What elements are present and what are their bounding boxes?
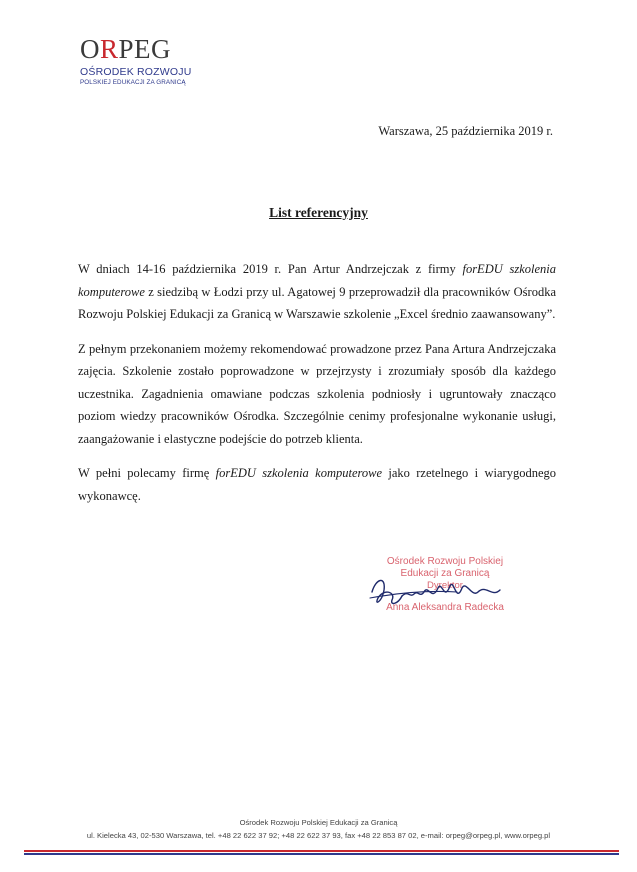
footer-rule-red bbox=[24, 850, 619, 852]
handwritten-signature bbox=[362, 568, 522, 616]
logo-wordmark bbox=[80, 36, 230, 63]
p1-text-c: z siedzibą w Łodzi przy ul. Agatowej 9 przeprowadził dla pracowników Ośrodka Rozwoju Polskiej Edukacji za Granicą w Warszawie szkolenie „Excel średnio zaawansowany”. bbox=[78, 284, 556, 321]
p1-company-name: forEDU szkolenia komputerowe bbox=[78, 262, 556, 299]
paragraph-3 bbox=[78, 462, 556, 507]
stamp-line-1: Ośrodek Rozwoju Polskiej bbox=[386, 556, 504, 567]
stamp-line-4: Anna Aleksandra Radecka bbox=[386, 602, 504, 613]
letter-body bbox=[78, 258, 556, 519]
logo-mark-r: R bbox=[100, 34, 119, 64]
stamp-line-2: Edukacji za Granicą bbox=[400, 568, 490, 579]
logo-mark-start: O bbox=[80, 34, 100, 64]
p1-text-a: W dniach 14-16 października 2019 r. Pan Artur Andrzejczak z firmy bbox=[78, 262, 463, 276]
stamp-line-3: Dyrektor bbox=[427, 580, 463, 591]
p3-text-a: W pełni polecamy firmę bbox=[78, 466, 216, 480]
logo-mark-end: PEG bbox=[118, 34, 172, 64]
paragraph-1 bbox=[78, 258, 556, 326]
footer-organization: Ośrodek Rozwoju Polskiej Edukacji za Granicą bbox=[239, 818, 398, 827]
p3-text-c: jako rzetelnego i wiarygodnego wykonawcę. bbox=[78, 466, 556, 503]
letter-footer bbox=[0, 818, 637, 840]
footer-rule-blue bbox=[24, 853, 619, 855]
logo-subtitle-1: OŚRODEK ROZWOJU bbox=[80, 66, 192, 78]
footer-contact: ul. Kielecka 43, 02-530 Warszawa, tel. +48 22 622 37 92; +48 22 622 37 93, fax +48 22 853 87 02, e-mail: orpeg@orpeg.pl, www.orpeg.pl bbox=[86, 831, 551, 840]
paragraph-2: Z pełnym przekonaniem możemy rekomendować prowadzone przez Pana Artura Andrzejczaka zajęcia. Szkolenie zostało poprowadzone w przejrzysty i zrozumiały sposób dla każdego uczestnika. Zagadnienia omawiane podczas szkolenia podniosły i ugruntowały znacząco poziom wiedzy pracowników Ośrodka. Szczególnie cenimy profesjonalne wykonanie usługi, zaangażowanie i elastyczne podejście do potrzeb klienta. bbox=[78, 341, 556, 446]
letter-title: List referencyjny bbox=[269, 205, 368, 220]
logo-subtitle-2: POLSKIEJ EDUKACJI ZA GRANICĄ bbox=[80, 79, 186, 86]
letter-date: Warszawa, 25 października 2019 r. bbox=[378, 124, 553, 138]
orpeg-logo bbox=[80, 36, 230, 86]
p3-company-name: forEDU szkolenia komputerowe bbox=[215, 466, 383, 480]
